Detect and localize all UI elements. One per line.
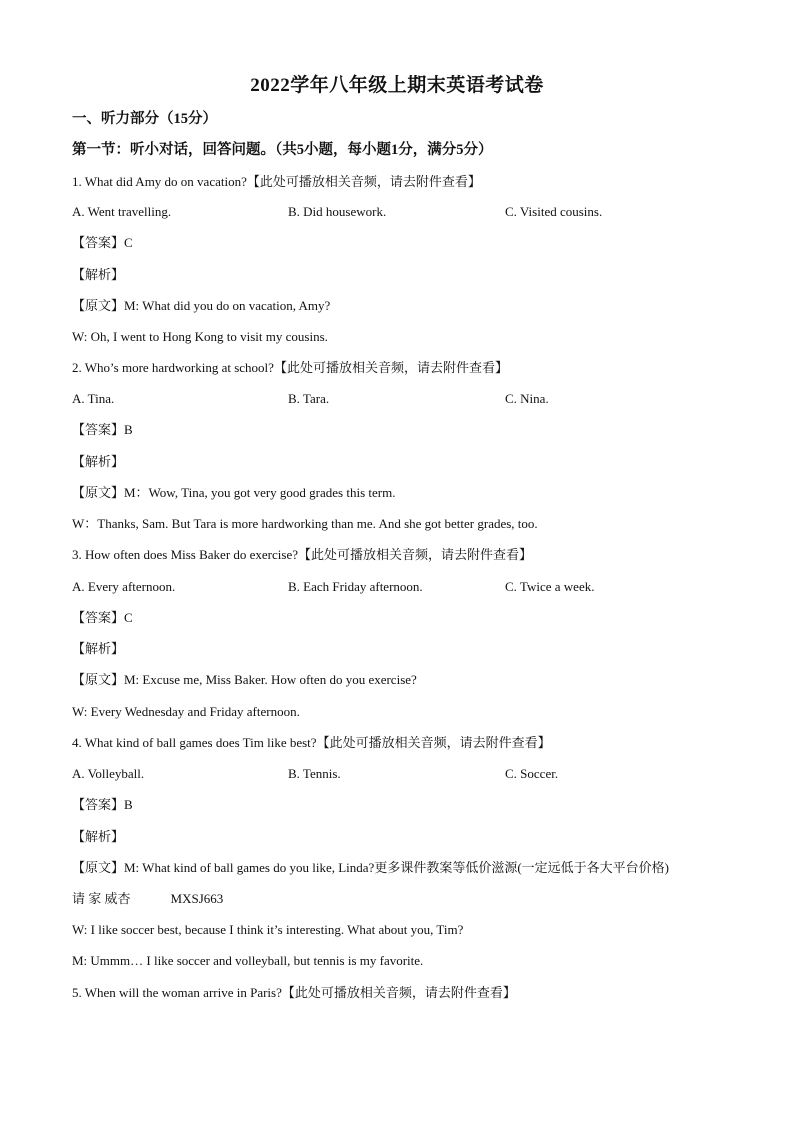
q4-option-c: C. Soccer.	[505, 766, 559, 781]
question-1: 1. What did Amy do on vacation?【此处可播放相关音频，请去附件查看】	[72, 174, 481, 189]
q4-transcript-m2: M: Ummm… I like soccer and volleyball, but tennis is my favorite.	[72, 953, 424, 968]
q1-option-c: C. Visited cousins.	[505, 204, 603, 219]
section-heading-listening: 一、听力部分（15分）	[72, 111, 217, 127]
question-2: 2. Who’s more hardworking at school?【此处可播放相关音频，请去附件查看】	[72, 360, 508, 375]
watermark-text-left: 请 家 威杏	[72, 891, 131, 906]
q1-option-b: B. Did housework.	[288, 204, 387, 219]
q1-answer: 【答案】C	[72, 235, 133, 250]
watermark-line	[72, 890, 223, 908]
q2-transcript-m: 【原文】M：Wow, Tina, you got very good grades this term.	[72, 485, 396, 500]
q3-analysis: 【解析】	[72, 641, 125, 656]
q3-transcript-w: W: Every Wednesday and Friday afternoon.	[72, 704, 300, 719]
exam-title: 2022学年八年级上期末英语考试卷	[250, 75, 544, 96]
q3-option-c: C. Twice a week.	[505, 579, 595, 594]
q1-analysis: 【解析】	[72, 267, 125, 282]
question-4: 4. What kind of ball games does Tim like best?【此处可播放相关音频，请去附件查看】	[72, 735, 551, 750]
q4-answer: 【答案】B	[72, 797, 133, 812]
q3-transcript-m: 【原文】M: Excuse me, Miss Baker. How often do you exercise?	[72, 672, 417, 687]
question-3: 3. How often does Miss Baker do exercise?【此处可播放相关音频，请去附件查看】	[72, 547, 532, 562]
q2-answer: 【答案】B	[72, 422, 133, 437]
q3-option-b: B. Each Friday afternoon.	[288, 579, 423, 594]
question-5: 5. When will the woman arrive in Paris?【此处可播放相关音频，请去附件查看】	[72, 985, 516, 1000]
q2-option-a: A. Tina.	[72, 391, 115, 406]
q4-transcript-w: W: I like soccer best, because I think it’s interesting. What about you, Tim?	[72, 922, 464, 937]
watermark-text-right: MXSJ663	[170, 891, 224, 906]
q2-option-c: C. Nina.	[505, 391, 549, 406]
q4-analysis: 【解析】	[72, 829, 125, 844]
q3-option-a: A. Every afternoon.	[72, 579, 176, 594]
q4-option-b: B. Tennis.	[288, 766, 341, 781]
q2-transcript-w: W：Thanks, Sam. But Tara is more hardworking than me. And she got better grades, too.	[72, 516, 538, 531]
q1-transcript-w: W: Oh, I went to Hong Kong to visit my cousins.	[72, 329, 328, 344]
q2-analysis: 【解析】	[72, 454, 125, 469]
q1-option-a: A. Went travelling.	[72, 204, 172, 219]
q1-transcript-m: 【原文】M: What did you do on vacation, Amy?	[72, 298, 331, 313]
q4-transcript-m: 【原文】M: What kind of ball games do you like, Linda?更多课件教案等低价滋源(一定远低于各大平台价格)	[72, 860, 669, 875]
q3-answer: 【答案】C	[72, 610, 133, 625]
q4-option-a: A. Volleyball.	[72, 766, 145, 781]
q2-option-b: B. Tara.	[288, 391, 330, 406]
part-heading: 第一节：听小对话，回答问题。（共5小题，每小题1分，满分5分）	[72, 142, 493, 158]
